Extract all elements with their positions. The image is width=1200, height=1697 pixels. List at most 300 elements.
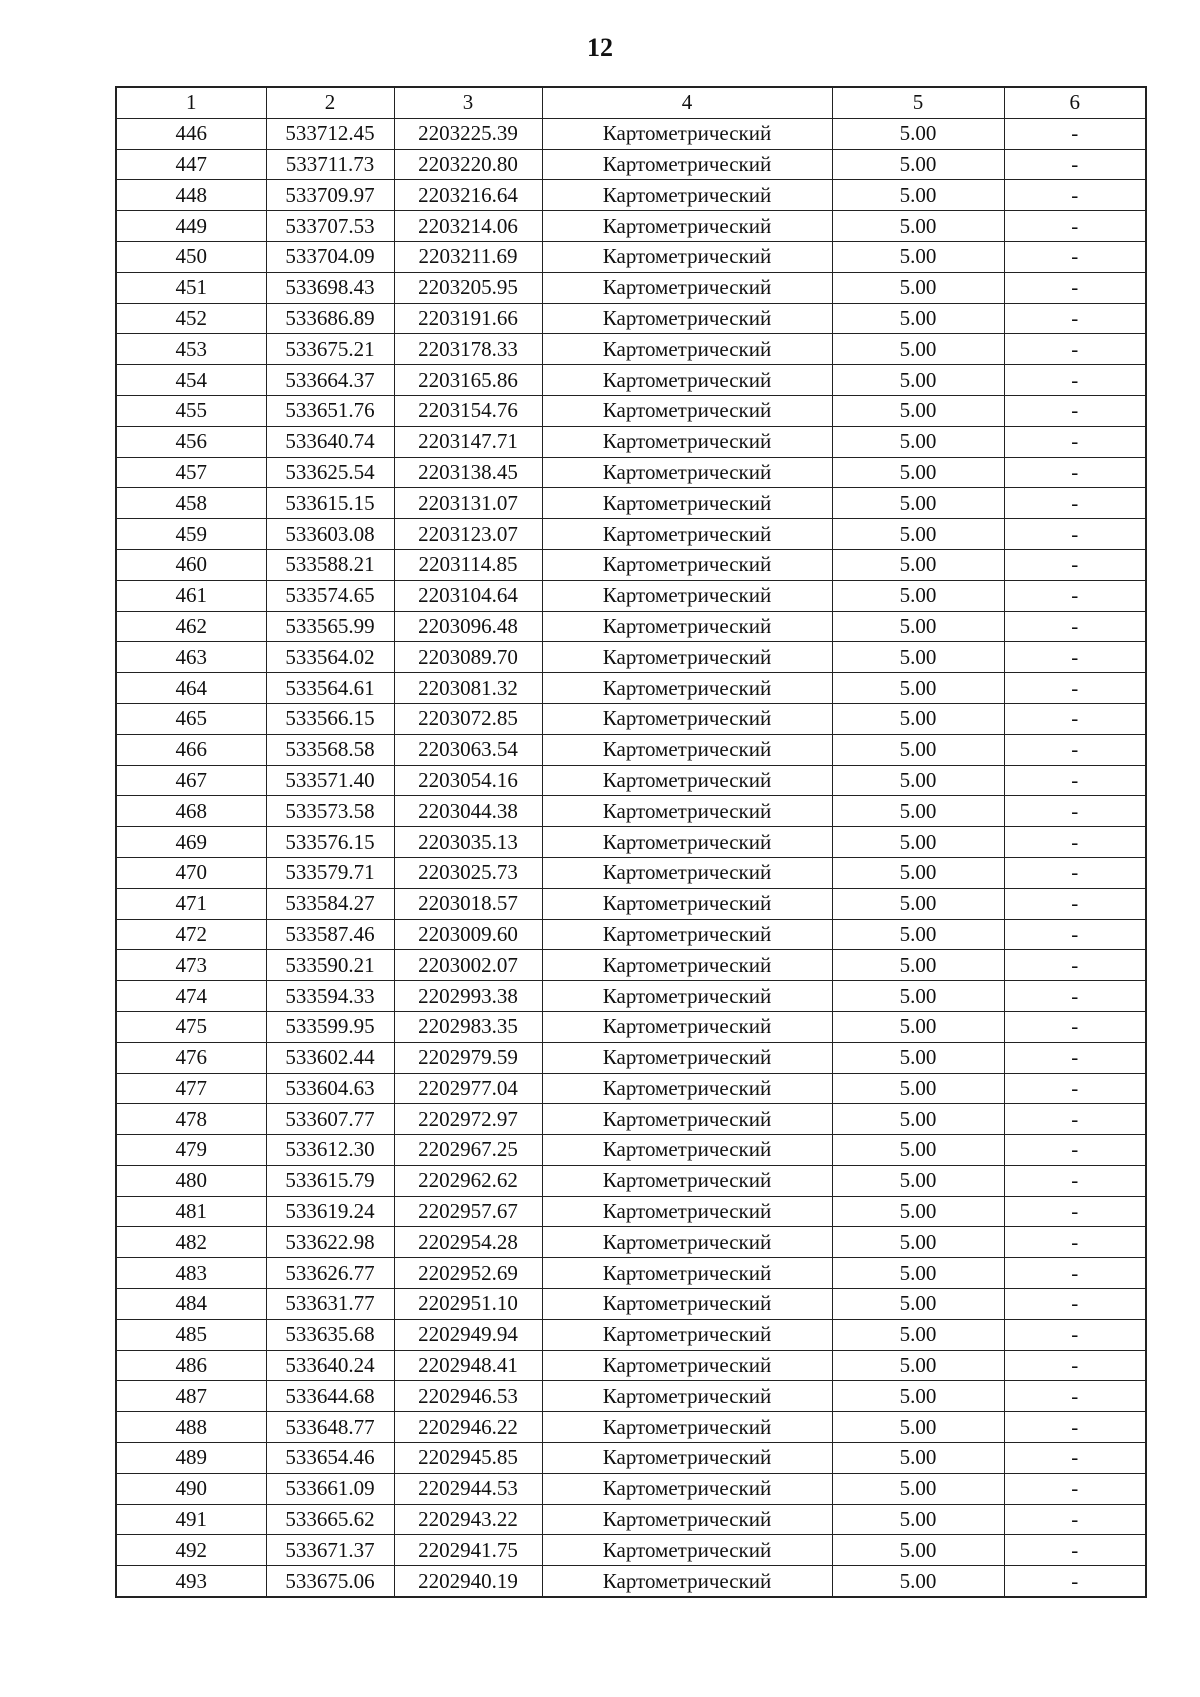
x-coordinate-cell: 533584.27 <box>266 888 394 919</box>
point-number-cell: 466 <box>116 734 266 765</box>
accuracy-cell: 5.00 <box>832 426 1004 457</box>
note-cell: - <box>1004 1289 1146 1320</box>
x-coordinate-cell: 533651.76 <box>266 395 394 426</box>
point-number-cell: 463 <box>116 642 266 673</box>
x-coordinate-cell: 533704.09 <box>266 241 394 272</box>
point-number-cell: 449 <box>116 211 266 242</box>
note-cell: - <box>1004 149 1146 180</box>
accuracy-cell: 5.00 <box>832 1381 1004 1412</box>
point-number-cell: 446 <box>116 118 266 149</box>
x-coordinate-cell: 533686.89 <box>266 303 394 334</box>
method-cell: Картометрический <box>542 1258 832 1289</box>
note-cell: - <box>1004 519 1146 550</box>
note-cell: - <box>1004 1227 1146 1258</box>
table-row <box>116 457 1146 488</box>
accuracy-cell: 5.00 <box>832 580 1004 611</box>
x-coordinate-cell: 533566.15 <box>266 703 394 734</box>
y-coordinate-cell: 2202948.41 <box>394 1350 542 1381</box>
x-coordinate-cell: 533603.08 <box>266 519 394 550</box>
table-row <box>116 1535 1146 1566</box>
note-cell: - <box>1004 272 1146 303</box>
accuracy-cell: 5.00 <box>832 1566 1004 1597</box>
point-number-cell: 460 <box>116 549 266 580</box>
x-coordinate-cell: 533576.15 <box>266 827 394 858</box>
y-coordinate-cell: 2203165.86 <box>394 365 542 396</box>
y-coordinate-cell: 2203147.71 <box>394 426 542 457</box>
accuracy-cell: 5.00 <box>832 888 1004 919</box>
table-row <box>116 1073 1146 1104</box>
accuracy-cell: 5.00 <box>832 827 1004 858</box>
note-cell: - <box>1004 1104 1146 1135</box>
table-row <box>116 180 1146 211</box>
table-row <box>116 488 1146 519</box>
method-cell: Картометрический <box>542 488 832 519</box>
x-coordinate-cell: 533640.24 <box>266 1350 394 1381</box>
note-cell: - <box>1004 950 1146 981</box>
note-cell: - <box>1004 180 1146 211</box>
method-cell: Картометрический <box>542 180 832 211</box>
accuracy-cell: 5.00 <box>832 703 1004 734</box>
note-cell: - <box>1004 1412 1146 1443</box>
x-coordinate-cell: 533707.53 <box>266 211 394 242</box>
accuracy-cell: 5.00 <box>832 395 1004 426</box>
note-cell: - <box>1004 642 1146 673</box>
method-cell: Картометрический <box>542 1412 832 1443</box>
y-coordinate-cell: 2203154.76 <box>394 395 542 426</box>
y-coordinate-cell: 2203054.16 <box>394 765 542 796</box>
table-row <box>116 796 1146 827</box>
x-coordinate-cell: 533579.71 <box>266 857 394 888</box>
table-row <box>116 1412 1146 1443</box>
note-cell: - <box>1004 673 1146 704</box>
table-row <box>116 1443 1146 1474</box>
point-number-cell: 447 <box>116 149 266 180</box>
accuracy-cell: 5.00 <box>832 642 1004 673</box>
note-cell: - <box>1004 1165 1146 1196</box>
method-cell: Картометрический <box>542 611 832 642</box>
accuracy-cell: 5.00 <box>832 180 1004 211</box>
note-cell: - <box>1004 1535 1146 1566</box>
note-cell: - <box>1004 1042 1146 1073</box>
y-coordinate-cell: 2202944.53 <box>394 1473 542 1504</box>
point-number-cell: 492 <box>116 1535 266 1566</box>
y-coordinate-cell: 2202977.04 <box>394 1073 542 1104</box>
method-cell: Картометрический <box>542 1011 832 1042</box>
y-coordinate-cell: 2202941.75 <box>394 1535 542 1566</box>
accuracy-cell: 5.00 <box>832 1535 1004 1566</box>
y-coordinate-cell: 2203191.66 <box>394 303 542 334</box>
x-coordinate-cell: 533648.77 <box>266 1412 394 1443</box>
table-row <box>116 1196 1146 1227</box>
point-number-cell: 485 <box>116 1319 266 1350</box>
y-coordinate-cell: 2203044.38 <box>394 796 542 827</box>
method-cell: Картометрический <box>542 1042 832 1073</box>
x-coordinate-cell: 533711.73 <box>266 149 394 180</box>
table-row <box>116 272 1146 303</box>
note-cell: - <box>1004 457 1146 488</box>
accuracy-cell: 5.00 <box>832 857 1004 888</box>
note-cell: - <box>1004 1504 1146 1535</box>
method-cell: Картометрический <box>542 919 832 950</box>
method-cell: Картометрический <box>542 981 832 1012</box>
table-row <box>116 919 1146 950</box>
method-cell: Картометрический <box>542 241 832 272</box>
method-cell: Картометрический <box>542 395 832 426</box>
table-row <box>116 703 1146 734</box>
y-coordinate-cell: 2202945.85 <box>394 1443 542 1474</box>
x-coordinate-cell: 533675.06 <box>266 1566 394 1597</box>
accuracy-cell: 5.00 <box>832 796 1004 827</box>
y-coordinate-cell: 2202993.38 <box>394 981 542 1012</box>
y-coordinate-cell: 2202957.67 <box>394 1196 542 1227</box>
column-header: 3 <box>394 87 542 118</box>
table-row <box>116 395 1146 426</box>
note-cell: - <box>1004 1473 1146 1504</box>
x-coordinate-cell: 533625.54 <box>266 457 394 488</box>
point-number-cell: 482 <box>116 1227 266 1258</box>
accuracy-cell: 5.00 <box>832 1073 1004 1104</box>
note-cell: - <box>1004 1319 1146 1350</box>
x-coordinate-cell: 533644.68 <box>266 1381 394 1412</box>
note-cell: - <box>1004 303 1146 334</box>
table-row <box>116 1165 1146 1196</box>
table-row <box>116 981 1146 1012</box>
y-coordinate-cell: 2203025.73 <box>394 857 542 888</box>
accuracy-cell: 5.00 <box>832 1412 1004 1443</box>
note-cell: - <box>1004 1258 1146 1289</box>
note-cell: - <box>1004 241 1146 272</box>
method-cell: Картометрический <box>542 1289 832 1320</box>
x-coordinate-cell: 533664.37 <box>266 365 394 396</box>
accuracy-cell: 5.00 <box>832 1227 1004 1258</box>
point-number-cell: 474 <box>116 981 266 1012</box>
table-row <box>116 334 1146 365</box>
note-cell: - <box>1004 1566 1146 1597</box>
point-number-cell: 461 <box>116 580 266 611</box>
method-cell: Картометрический <box>542 765 832 796</box>
y-coordinate-cell: 2203123.07 <box>394 519 542 550</box>
accuracy-cell: 5.00 <box>832 149 1004 180</box>
point-number-cell: 459 <box>116 519 266 550</box>
x-coordinate-cell: 533615.15 <box>266 488 394 519</box>
accuracy-cell: 5.00 <box>832 549 1004 580</box>
point-number-cell: 455 <box>116 395 266 426</box>
table-row <box>116 1258 1146 1289</box>
point-number-cell: 471 <box>116 888 266 919</box>
note-cell: - <box>1004 488 1146 519</box>
x-coordinate-cell: 533626.77 <box>266 1258 394 1289</box>
accuracy-cell: 5.00 <box>832 241 1004 272</box>
note-cell: - <box>1004 734 1146 765</box>
point-number-cell: 477 <box>116 1073 266 1104</box>
table-row <box>116 765 1146 796</box>
y-coordinate-cell: 2203211.69 <box>394 241 542 272</box>
method-cell: Картометрический <box>542 426 832 457</box>
point-number-cell: 457 <box>116 457 266 488</box>
table-row <box>116 580 1146 611</box>
table-body <box>116 118 1146 1597</box>
column-header: 1 <box>116 87 266 118</box>
accuracy-cell: 5.00 <box>832 488 1004 519</box>
point-number-cell: 452 <box>116 303 266 334</box>
point-number-cell: 487 <box>116 1381 266 1412</box>
y-coordinate-cell: 2203081.32 <box>394 673 542 704</box>
y-coordinate-cell: 2202949.94 <box>394 1319 542 1350</box>
accuracy-cell: 5.00 <box>832 950 1004 981</box>
accuracy-cell: 5.00 <box>832 457 1004 488</box>
x-coordinate-cell: 533574.65 <box>266 580 394 611</box>
method-cell: Картометрический <box>542 1073 832 1104</box>
point-number-cell: 468 <box>116 796 266 827</box>
note-cell: - <box>1004 827 1146 858</box>
table-row <box>116 1135 1146 1166</box>
accuracy-cell: 5.00 <box>832 519 1004 550</box>
method-cell: Картометрический <box>542 734 832 765</box>
x-coordinate-cell: 533619.24 <box>266 1196 394 1227</box>
table-row <box>116 857 1146 888</box>
x-coordinate-cell: 533564.02 <box>266 642 394 673</box>
accuracy-cell: 5.00 <box>832 118 1004 149</box>
x-coordinate-cell: 533564.61 <box>266 673 394 704</box>
table-row <box>116 1011 1146 1042</box>
point-number-cell: 472 <box>116 919 266 950</box>
y-coordinate-cell: 2202954.28 <box>394 1227 542 1258</box>
accuracy-cell: 5.00 <box>832 272 1004 303</box>
x-coordinate-cell: 533568.58 <box>266 734 394 765</box>
method-cell: Картометрический <box>542 580 832 611</box>
point-number-cell: 491 <box>116 1504 266 1535</box>
accuracy-cell: 5.00 <box>832 611 1004 642</box>
note-cell: - <box>1004 365 1146 396</box>
method-cell: Картометрический <box>542 888 832 919</box>
note-cell: - <box>1004 395 1146 426</box>
note-cell: - <box>1004 1381 1146 1412</box>
y-coordinate-cell: 2202979.59 <box>394 1042 542 1073</box>
accuracy-cell: 5.00 <box>832 1443 1004 1474</box>
accuracy-cell: 5.00 <box>832 211 1004 242</box>
note-cell: - <box>1004 1196 1146 1227</box>
accuracy-cell: 5.00 <box>832 981 1004 1012</box>
accuracy-cell: 5.00 <box>832 1196 1004 1227</box>
y-coordinate-cell: 2203225.39 <box>394 118 542 149</box>
point-number-cell: 479 <box>116 1135 266 1166</box>
point-number-cell: 489 <box>116 1443 266 1474</box>
note-cell: - <box>1004 1135 1146 1166</box>
y-coordinate-cell: 2202943.22 <box>394 1504 542 1535</box>
method-cell: Картометрический <box>542 703 832 734</box>
method-cell: Картометрический <box>542 211 832 242</box>
y-coordinate-cell: 2203138.45 <box>394 457 542 488</box>
note-cell: - <box>1004 796 1146 827</box>
accuracy-cell: 5.00 <box>832 303 1004 334</box>
y-coordinate-cell: 2203216.64 <box>394 180 542 211</box>
table-row <box>116 611 1146 642</box>
table-row <box>116 549 1146 580</box>
method-cell: Картометрический <box>542 149 832 180</box>
method-cell: Картометрический <box>542 950 832 981</box>
accuracy-cell: 5.00 <box>832 365 1004 396</box>
table-row <box>116 303 1146 334</box>
accuracy-cell: 5.00 <box>832 1350 1004 1381</box>
point-number-cell: 493 <box>116 1566 266 1597</box>
x-coordinate-cell: 533571.40 <box>266 765 394 796</box>
x-coordinate-cell: 533588.21 <box>266 549 394 580</box>
y-coordinate-cell: 2203009.60 <box>394 919 542 950</box>
table-row <box>116 888 1146 919</box>
table-row <box>116 1104 1146 1135</box>
note-cell: - <box>1004 334 1146 365</box>
note-cell: - <box>1004 981 1146 1012</box>
column-header: 4 <box>542 87 832 118</box>
point-number-cell: 470 <box>116 857 266 888</box>
y-coordinate-cell: 2203131.07 <box>394 488 542 519</box>
y-coordinate-cell: 2203035.13 <box>394 827 542 858</box>
accuracy-cell: 5.00 <box>832 1165 1004 1196</box>
x-coordinate-cell: 533654.46 <box>266 1443 394 1474</box>
column-header: 2 <box>266 87 394 118</box>
note-cell: - <box>1004 703 1146 734</box>
note-cell: - <box>1004 1350 1146 1381</box>
x-coordinate-cell: 533612.30 <box>266 1135 394 1166</box>
point-number-cell: 476 <box>116 1042 266 1073</box>
method-cell: Картометрический <box>542 272 832 303</box>
y-coordinate-cell: 2203104.64 <box>394 580 542 611</box>
table-row <box>116 365 1146 396</box>
table-row <box>116 642 1146 673</box>
note-cell: - <box>1004 211 1146 242</box>
note-cell: - <box>1004 765 1146 796</box>
column-header: 5 <box>832 87 1004 118</box>
y-coordinate-cell: 2203002.07 <box>394 950 542 981</box>
y-coordinate-cell: 2202940.19 <box>394 1566 542 1597</box>
y-coordinate-cell: 2202952.69 <box>394 1258 542 1289</box>
x-coordinate-cell: 533665.62 <box>266 1504 394 1535</box>
x-coordinate-cell: 533602.44 <box>266 1042 394 1073</box>
x-coordinate-cell: 533631.77 <box>266 1289 394 1320</box>
table-row <box>116 734 1146 765</box>
accuracy-cell: 5.00 <box>832 673 1004 704</box>
accuracy-cell: 5.00 <box>832 1011 1004 1042</box>
note-cell: - <box>1004 611 1146 642</box>
y-coordinate-cell: 2203220.80 <box>394 149 542 180</box>
point-number-cell: 480 <box>116 1165 266 1196</box>
point-number-cell: 462 <box>116 611 266 642</box>
accuracy-cell: 5.00 <box>832 1135 1004 1166</box>
point-number-cell: 483 <box>116 1258 266 1289</box>
point-number-cell: 469 <box>116 827 266 858</box>
y-coordinate-cell: 2202951.10 <box>394 1289 542 1320</box>
point-number-cell: 454 <box>116 365 266 396</box>
method-cell: Картометрический <box>542 1566 832 1597</box>
accuracy-cell: 5.00 <box>832 919 1004 950</box>
y-coordinate-cell: 2202946.53 <box>394 1381 542 1412</box>
y-coordinate-cell: 2203063.54 <box>394 734 542 765</box>
point-number-cell: 473 <box>116 950 266 981</box>
accuracy-cell: 5.00 <box>832 1258 1004 1289</box>
accuracy-cell: 5.00 <box>832 1289 1004 1320</box>
y-coordinate-cell: 2203018.57 <box>394 888 542 919</box>
x-coordinate-cell: 533590.21 <box>266 950 394 981</box>
method-cell: Картометрический <box>542 642 832 673</box>
table-row <box>116 211 1146 242</box>
x-coordinate-cell: 533622.98 <box>266 1227 394 1258</box>
method-cell: Картометрический <box>542 857 832 888</box>
note-cell: - <box>1004 426 1146 457</box>
note-cell: - <box>1004 118 1146 149</box>
y-coordinate-cell: 2203089.70 <box>394 642 542 673</box>
table-row <box>116 519 1146 550</box>
method-cell: Картометрический <box>542 303 832 334</box>
accuracy-cell: 5.00 <box>832 1042 1004 1073</box>
table-row <box>116 1319 1146 1350</box>
table-row <box>116 950 1146 981</box>
point-number-cell: 467 <box>116 765 266 796</box>
point-number-cell: 475 <box>116 1011 266 1042</box>
method-cell: Картометрический <box>542 1350 832 1381</box>
point-number-cell: 488 <box>116 1412 266 1443</box>
point-number-cell: 458 <box>116 488 266 519</box>
table-row <box>116 827 1146 858</box>
point-number-cell: 453 <box>116 334 266 365</box>
column-header: 6 <box>1004 87 1146 118</box>
method-cell: Картометрический <box>542 1473 832 1504</box>
y-coordinate-cell: 2202967.25 <box>394 1135 542 1166</box>
table-row <box>116 1042 1146 1073</box>
point-number-cell: 484 <box>116 1289 266 1320</box>
note-cell: - <box>1004 549 1146 580</box>
y-coordinate-cell: 2202972.97 <box>394 1104 542 1135</box>
y-coordinate-cell: 2202983.35 <box>394 1011 542 1042</box>
accuracy-cell: 5.00 <box>832 765 1004 796</box>
coordinates-table <box>115 86 1147 1598</box>
point-number-cell: 465 <box>116 703 266 734</box>
note-cell: - <box>1004 1011 1146 1042</box>
method-cell: Картометрический <box>542 118 832 149</box>
accuracy-cell: 5.00 <box>832 1504 1004 1535</box>
method-cell: Картометрический <box>542 1319 832 1350</box>
method-cell: Картометрический <box>542 457 832 488</box>
accuracy-cell: 5.00 <box>832 1104 1004 1135</box>
table-row <box>116 1566 1146 1597</box>
y-coordinate-cell: 2202962.62 <box>394 1165 542 1196</box>
x-coordinate-cell: 533712.45 <box>266 118 394 149</box>
point-number-cell: 450 <box>116 241 266 272</box>
x-coordinate-cell: 533675.21 <box>266 334 394 365</box>
note-cell: - <box>1004 580 1146 611</box>
y-coordinate-cell: 2203205.95 <box>394 272 542 303</box>
table-row <box>116 673 1146 704</box>
note-cell: - <box>1004 919 1146 950</box>
point-number-cell: 486 <box>116 1350 266 1381</box>
x-coordinate-cell: 533565.99 <box>266 611 394 642</box>
y-coordinate-cell: 2203072.85 <box>394 703 542 734</box>
point-number-cell: 451 <box>116 272 266 303</box>
method-cell: Картометрический <box>542 365 832 396</box>
method-cell: Картометрический <box>542 1227 832 1258</box>
method-cell: Картометрический <box>542 334 832 365</box>
note-cell: - <box>1004 857 1146 888</box>
table-row <box>116 1289 1146 1320</box>
y-coordinate-cell: 2203096.48 <box>394 611 542 642</box>
table-row <box>116 1504 1146 1535</box>
x-coordinate-cell: 533599.95 <box>266 1011 394 1042</box>
table-row <box>116 1350 1146 1381</box>
point-number-cell: 481 <box>116 1196 266 1227</box>
method-cell: Картометрический <box>542 796 832 827</box>
method-cell: Картометрический <box>542 827 832 858</box>
method-cell: Картометрический <box>542 519 832 550</box>
point-number-cell: 490 <box>116 1473 266 1504</box>
